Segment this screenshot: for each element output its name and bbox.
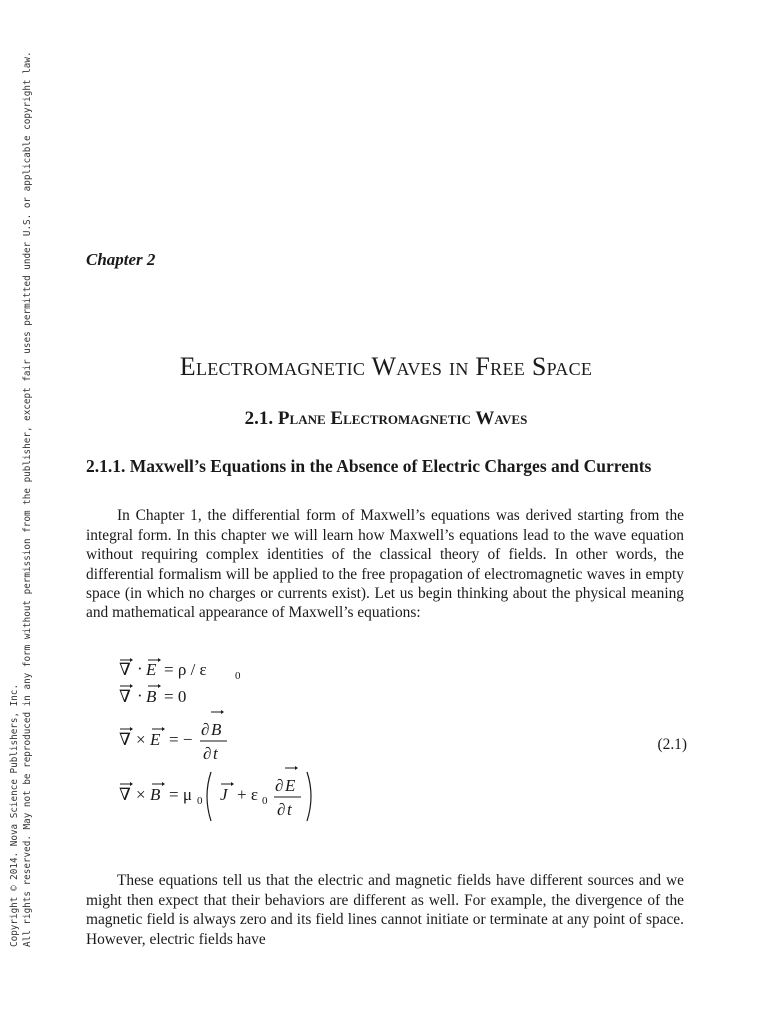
svg-text:0: 0 [197,795,203,807]
svg-text:= 0: = 0 [164,687,187,706]
equation-line-1 [119,658,241,682]
svg-text:t: t [287,800,292,819]
maxwell-equations [117,655,687,835]
equation-number: (2.1) [657,736,687,753]
svg-text:∇: ∇ [119,687,131,706]
subsection-title: 2.1.1. Maxwell’s Equations in the Absence of Electric Charges and Currents [86,455,652,476]
svg-text:∂: ∂ [277,800,286,819]
copyright-line-1: Copyright © 2014. Nova Science Publishers, Inc. [9,683,20,947]
chapter-label: Chapter 2 [86,250,156,269]
svg-text:E: E [150,730,161,749]
equation-line-3 [119,710,227,763]
svg-text:B: B [150,785,161,804]
body-paragraph-2: These equations tell us that the electric and magnetic fields have different sources and we might then expect that their behaviors are different as well. For example, the divergence of the magnetic field is always zero and its field lines cannot initiate or terminate at any point of space. However, electric fields have [86,872,684,948]
svg-text:·: · [137,659,143,678]
svg-text:E: E [146,660,157,679]
svg-text:·: · [137,686,143,705]
svg-text:= ρ / ε: = ρ / ε [164,660,207,679]
equation-line-4 [119,766,311,821]
svg-text:t: t [213,744,218,763]
svg-text:J: J [220,785,228,804]
svg-text:∂: ∂ [275,776,284,795]
chapter-title: Electromagnetic Waves in Free Space [179,352,593,382]
svg-text:∂: ∂ [203,744,212,763]
svg-text:∇: ∇ [119,730,131,749]
equation-block [117,655,417,835]
svg-text:B: B [146,687,157,706]
svg-text:×: × [136,730,146,749]
svg-text:= μ: = μ [169,785,192,804]
equation-line-2 [119,684,186,706]
svg-text:0: 0 [235,670,241,682]
svg-text:×: × [136,785,146,804]
svg-text:∇: ∇ [119,785,131,804]
body-paragraph-1: In Chapter 1, the differential form of Maxwell’s equations was derived starting from the integral form. In this chapter we will learn how Maxwell’s equations lead to the wave equation without requiring complex identities of the classical theory of fields. In other words, the differential formalism will be applied to the free propagation of electromagnetic waves in empty space (in which no charges or currents exist). Let us begin thinking about the physical meaning and mathematical appearance of Maxwell’s equations: [86,507,684,622]
svg-text:∇: ∇ [119,660,131,679]
svg-text:+ ε: + ε [237,785,258,804]
svg-text:= −: = − [169,730,193,749]
section-title: 2.1. Plane Electromagnetic Waves [244,407,528,429]
copyright-line-2: All rights reserved. May not be reproduced in any form without permission from the publisher, except fair uses permitted under U.S. or applicable copyright law. [22,51,33,947]
svg-text:B: B [211,720,222,739]
copyright-sidebar [0,0,48,1024]
svg-text:∂: ∂ [201,720,210,739]
svg-text:0: 0 [262,795,268,807]
svg-text:E: E [285,776,296,795]
